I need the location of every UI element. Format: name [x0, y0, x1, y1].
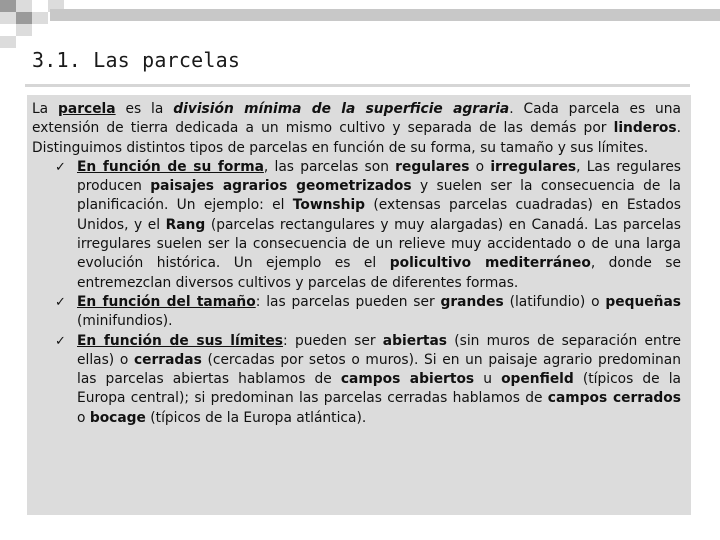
term-parcela: parcela — [58, 101, 116, 117]
term-paisajes: paisajes agrarios geometrizados — [150, 178, 412, 195]
term-abiertas: abiertas — [382, 332, 447, 349]
text-fragment: : pueden ser — [283, 332, 383, 349]
list-item — [32, 158, 681, 293]
text-fragment: (latifundio) o — [503, 293, 606, 310]
intro-paragraph — [32, 100, 681, 158]
term-bocage: bocage — [89, 409, 146, 426]
header-bar — [50, 9, 720, 21]
slide-body — [32, 100, 681, 428]
check-icon: ✓ — [55, 294, 66, 310]
bullet-list — [32, 158, 681, 428]
term-policultivo: policultivo mediterráneo — [389, 255, 591, 272]
bullet-heading: En función de sus límites — [77, 332, 284, 349]
term-regulares: regulares — [395, 158, 470, 175]
text-fragment: (sin muros de separación entre ellas) o — [77, 332, 681, 368]
term-irregulares: irregulares — [490, 158, 577, 175]
text-fragment: o — [469, 158, 491, 175]
decorative-checker-pattern — [0, 0, 64, 48]
term-openfield: openfield — [501, 371, 574, 388]
bullet-heading: En función del tamaño — [77, 293, 256, 310]
term-township: Township — [292, 197, 366, 214]
text-fragment: y suelen ser la consecuencia de la planificación. Un ejemplo: el — [77, 178, 681, 214]
text-fragment: u — [474, 371, 502, 388]
term-pequenas: pequeñas — [605, 293, 682, 310]
term-cerradas: cerradas — [133, 351, 202, 368]
check-icon: ✓ — [55, 333, 66, 349]
term-grandes: grandes — [440, 293, 504, 310]
text-fragment: . Cada parcela es una extensión de tierra dedicada a un mismo cultivo y separada de las demás por — [32, 101, 682, 137]
text-fragment: : las parcelas pueden ser — [255, 293, 441, 310]
text-fragment: (parcelas rectangulares y muy alargadas) en Canadá. Las parcelas irregulares suelen ser la consecuencia de un relieve muy accidentado o de una larga evolución histórica. Un ejemplo es el — [77, 216, 681, 272]
list-item — [32, 332, 681, 428]
text-fragment: , donde se entremezclan diversos cultivos y parcelas de diferentes formas. — [77, 255, 681, 291]
text-fragment: . Distinguimos distintos tipos de parcelas en función de su forma, su tamaño y sus límites. — [32, 120, 681, 156]
text-fragment: (típicos de la Europa central); si predominan las parcelas cerradas hablamos de — [77, 371, 682, 407]
term-campos-abiertos: campos abiertos — [340, 371, 475, 388]
text-fragment: (típicos de la Europa atlántica). — [145, 409, 367, 426]
title-divider — [25, 84, 690, 87]
check-icon: ✓ — [55, 159, 66, 175]
page-title: 3.1. Las parcelas — [32, 48, 241, 72]
term-linderos: linderos — [613, 120, 677, 137]
text-fragment: o — [77, 409, 90, 426]
term-rang: Rang — [165, 216, 206, 233]
list-item — [32, 293, 681, 332]
bullet-heading: En función de su forma — [77, 158, 264, 175]
text-fragment: (cercadas por setos o muros). Si en un paisaje agrario predominan las parcelas abiertas hablamos de — [77, 351, 681, 388]
text-fragment: La — [32, 101, 59, 117]
term-campos-cerrados: campos cerrados — [547, 390, 681, 407]
text-fragment: (extensas parcelas cuadradas) en Estados Unidos, y el — [77, 197, 681, 233]
text-fragment: , las parcelas son — [263, 158, 396, 175]
definition-text: división mínima de la superficie agraria — [173, 101, 510, 117]
text-fragment: (minifundios). — [77, 313, 173, 330]
text-fragment: , Las regulares producen — [77, 158, 681, 195]
text-fragment: es la — [115, 101, 174, 117]
